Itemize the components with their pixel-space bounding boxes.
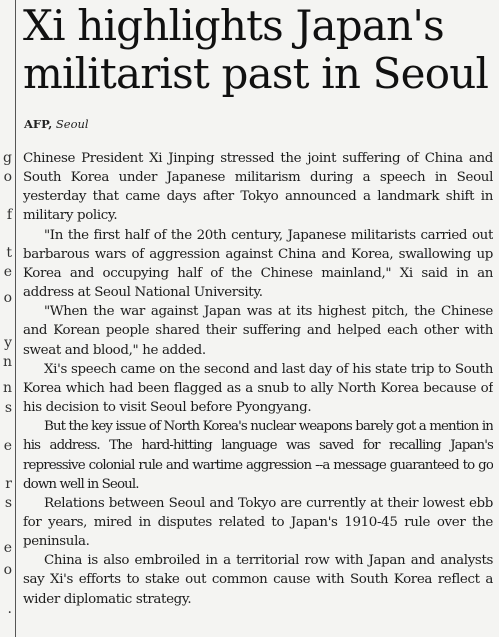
fragment-letter: r [5,476,12,492]
fragment-letter: f [6,207,12,223]
fragment-letter: n [2,380,12,396]
fragment-letter: s [4,400,12,416]
headline-line: Xi highlights Japan's [23,1,444,50]
fragment-letter: y [4,335,12,351]
body-paragraph: Relations between Seoul and Tokyo are currently at their lowest ebb for years, mired in disputes related to Japan's 1910-45 rule over the peninsula. [23,495,493,550]
fragment-letter: s [4,495,12,511]
news-article [23,0,493,637]
body-paragraph: China is also embroiled in a territorial row with Japan and analysts say Xi's efforts to stake out common cause with South Korea reflect a wider diplomatic strategy. [23,553,493,607]
fragment-letter: o [3,562,12,578]
body-paragraph: But the key issue of North Korea's nuclear weapons barely got a mention in his address. The hard-hitting language was saved for recalling Japan's repressive colonial rule and wartime aggression --a message guaranteed to go down well in Seoul. [23,419,493,492]
fragment-letter: . [7,601,12,617]
column-divider [15,0,16,637]
byline-agency: AFP, [24,117,53,131]
fragment-letter: n [2,354,12,370]
body-paragraph: Xi's speech came on the second and last day of his state trip to South Korea which had been flagged as a snub to ally North Korea because of his decision to visit Seoul before Pyongyang. [23,361,493,416]
fragment-letter: o [3,290,12,306]
fragment-letter: o [3,169,12,185]
article-body [23,149,493,609]
fragment-letter: t [6,245,12,261]
fragment-letter: g [3,150,12,166]
body-paragraph: "When the war against Japan was at its highest pitch, the Chinese and Korean people shared their suffering and helped each other with sweat and blood," he added. [23,304,493,358]
fragment-letter: e [3,540,12,556]
byline-dateline: Seoul [55,117,89,131]
body-paragraph: "In the first half of the 20th century, Japanese militarists carried out barbarous wars of aggression against China and Korea, swallowing up Korea and occupying half of the Chinese mainland," Xi said in an address at Seoul National University. [23,227,493,301]
headline [23,2,493,98]
byline [24,117,89,131]
body-paragraph: Chinese President Xi Jinping stressed the joint suffering of China and South Korea under Japanese militarism during a speech in Seoul yesterday that came days after Tokyo announced a landmark shift in military policy. [23,151,493,224]
headline-line: militarist past in Seoul [23,49,489,98]
fragment-letter: e [3,264,12,280]
adjacent-column-fragment [0,0,14,637]
fragment-letter: e [3,438,12,454]
